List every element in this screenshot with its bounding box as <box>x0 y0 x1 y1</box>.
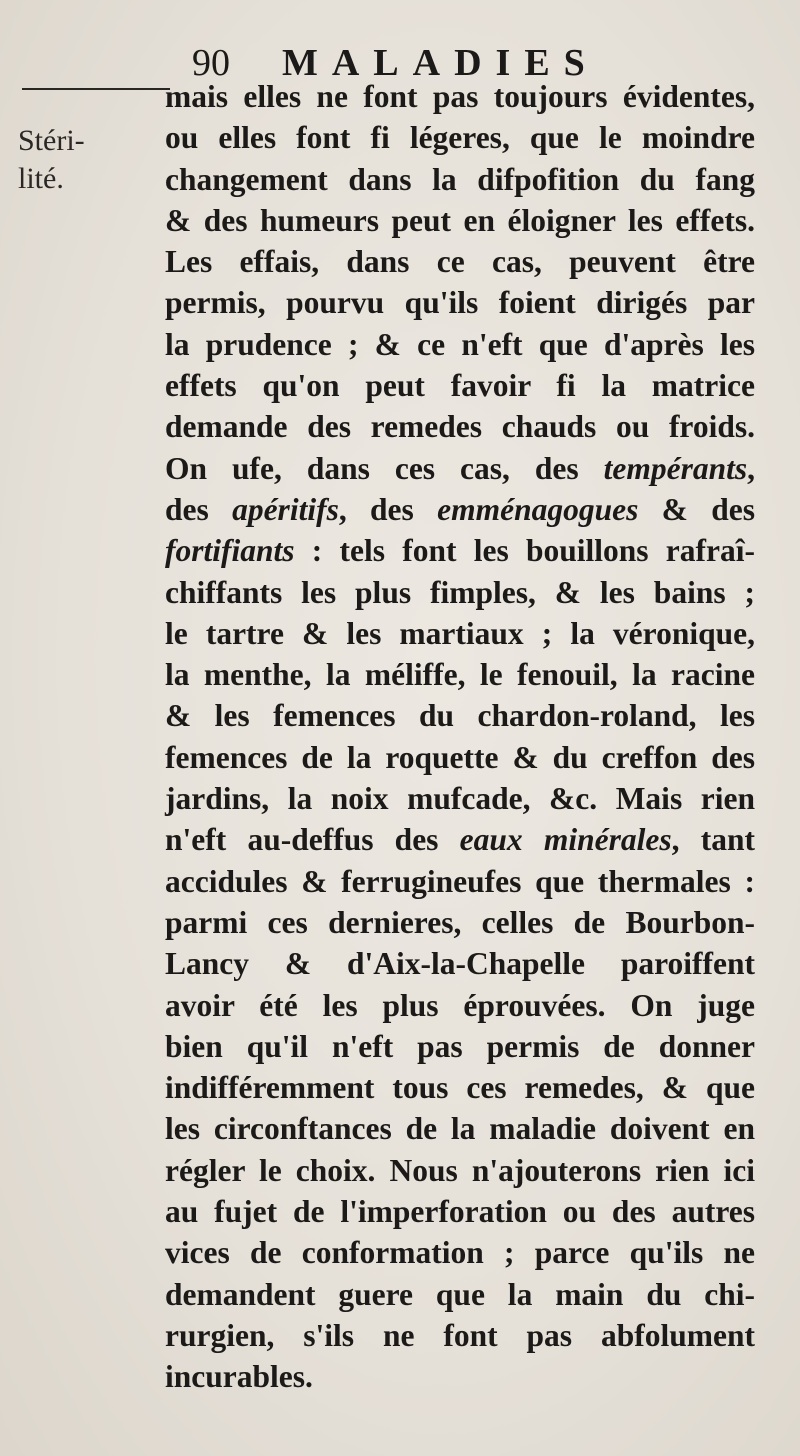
text-line <box>165 1232 755 1273</box>
text-run: le tartre & les martiaux ; la véronique, <box>165 615 755 651</box>
text-run: : tels font les bouillons rafraî- <box>294 533 755 569</box>
italic-term: eaux minérales <box>459 822 672 858</box>
text-run: indifféremment tous ces remedes, & que <box>165 1070 755 1106</box>
text-run: demandent guere que la main du chi- <box>165 1276 755 1312</box>
italic-term: fortifiants <box>165 533 295 569</box>
text-line <box>165 985 755 1026</box>
text-line <box>165 448 755 489</box>
text-line <box>165 241 755 282</box>
text-run: permis, pourvu qu'ils foient dirigés par <box>165 285 755 321</box>
text-line <box>165 778 755 819</box>
text-run: Lancy & d'Aix-la-Chapelle paroiffent <box>165 946 755 982</box>
text-run: & des <box>638 491 755 527</box>
text-run: la prudence ; & ce n'eft que d'après les <box>165 326 755 362</box>
margin-note-line: lité. <box>18 162 64 195</box>
text-line <box>165 282 755 323</box>
text-line <box>165 861 755 902</box>
text-run: effets qu'on peut favoir fi la matrice <box>165 368 755 404</box>
running-title: MALADIES <box>282 42 599 84</box>
text-run: Les effais, dans ce cas, peuvent être <box>165 244 755 280</box>
text-line <box>165 1108 755 1149</box>
text-line <box>165 613 755 654</box>
text-run: femences de la roquette & du creffon des <box>165 739 755 775</box>
text-line <box>165 695 755 736</box>
text-run: des <box>165 491 233 527</box>
text-line <box>165 943 755 984</box>
text-line <box>165 819 755 860</box>
text-line <box>165 1356 755 1397</box>
text-run: & les femences du chardon-roland, les <box>165 698 755 734</box>
text-run: les circonftances de la maladie doivent en <box>165 1111 755 1147</box>
text-run: rurgien, s'ils ne font pas abfolument <box>165 1317 755 1353</box>
text-run: chiffants les plus fimples, & les bains ; <box>165 574 755 610</box>
text-run: mais elles ne font pas toujours évidentes, <box>165 79 755 114</box>
margin-rule <box>22 88 170 90</box>
text-run: accidules & ferrugineufes que thermales : <box>165 863 755 899</box>
text-run: parmi ces dernieres, celles de Bourbon- <box>165 904 755 940</box>
text-line <box>165 1274 755 1315</box>
text-line <box>165 1026 755 1067</box>
text-line <box>165 572 755 613</box>
text-run: avoir été les plus éprouvées. On juge <box>165 987 755 1023</box>
text-run: , <box>747 450 755 486</box>
page-number: 90 <box>192 42 230 84</box>
text-line <box>165 1150 755 1191</box>
text-line <box>165 530 755 571</box>
text-run: , des <box>338 491 438 527</box>
body-text <box>165 76 755 1398</box>
text-line <box>165 654 755 695</box>
italic-term: tempérants <box>603 450 748 486</box>
text-line <box>165 365 755 406</box>
italic-term: apéritifs <box>232 491 339 527</box>
text-run: changement dans la difpofition du fang <box>165 161 755 197</box>
text-run: , tant <box>671 822 755 858</box>
text-line <box>165 1191 755 1232</box>
text-line <box>165 117 755 158</box>
text-line <box>165 406 755 447</box>
text-line <box>165 76 755 117</box>
text-run: incurables. <box>165 1359 313 1395</box>
text-line <box>165 200 755 241</box>
text-line <box>165 1067 755 1108</box>
italic-term: emménagogues <box>437 491 639 527</box>
text-run: bien qu'il n'eft pas permis de donner <box>165 1028 755 1064</box>
text-run: On ufe, dans ces cas, des <box>165 450 604 486</box>
text-line <box>165 737 755 778</box>
text-line <box>165 159 755 200</box>
text-run: n'eft au-deffus des <box>165 822 460 858</box>
text-run: la menthe, la méliffe, le fenouil, la racine <box>165 657 755 693</box>
text-run: & des humeurs peut en éloigner les effets. <box>165 202 755 238</box>
text-run: régler le choix. Nous n'ajouterons rien ici <box>165 1152 755 1188</box>
margin-note-line: Stéri- <box>18 124 85 157</box>
text-line <box>165 902 755 943</box>
margin-note <box>18 122 148 198</box>
text-run: jardins, la noix mufcade, &c. Mais rien <box>165 781 755 817</box>
text-run: demande des remedes chauds ou froids. <box>165 409 755 445</box>
text-run: ou elles font fi légeres, que le moindre <box>165 120 755 156</box>
text-run: au fujet de l'imperforation ou des autres <box>165 1194 755 1230</box>
text-line <box>165 489 755 530</box>
text-run: vices de conformation ; parce qu'ils ne <box>165 1235 755 1271</box>
text-line <box>165 324 755 365</box>
text-line <box>165 1315 755 1356</box>
